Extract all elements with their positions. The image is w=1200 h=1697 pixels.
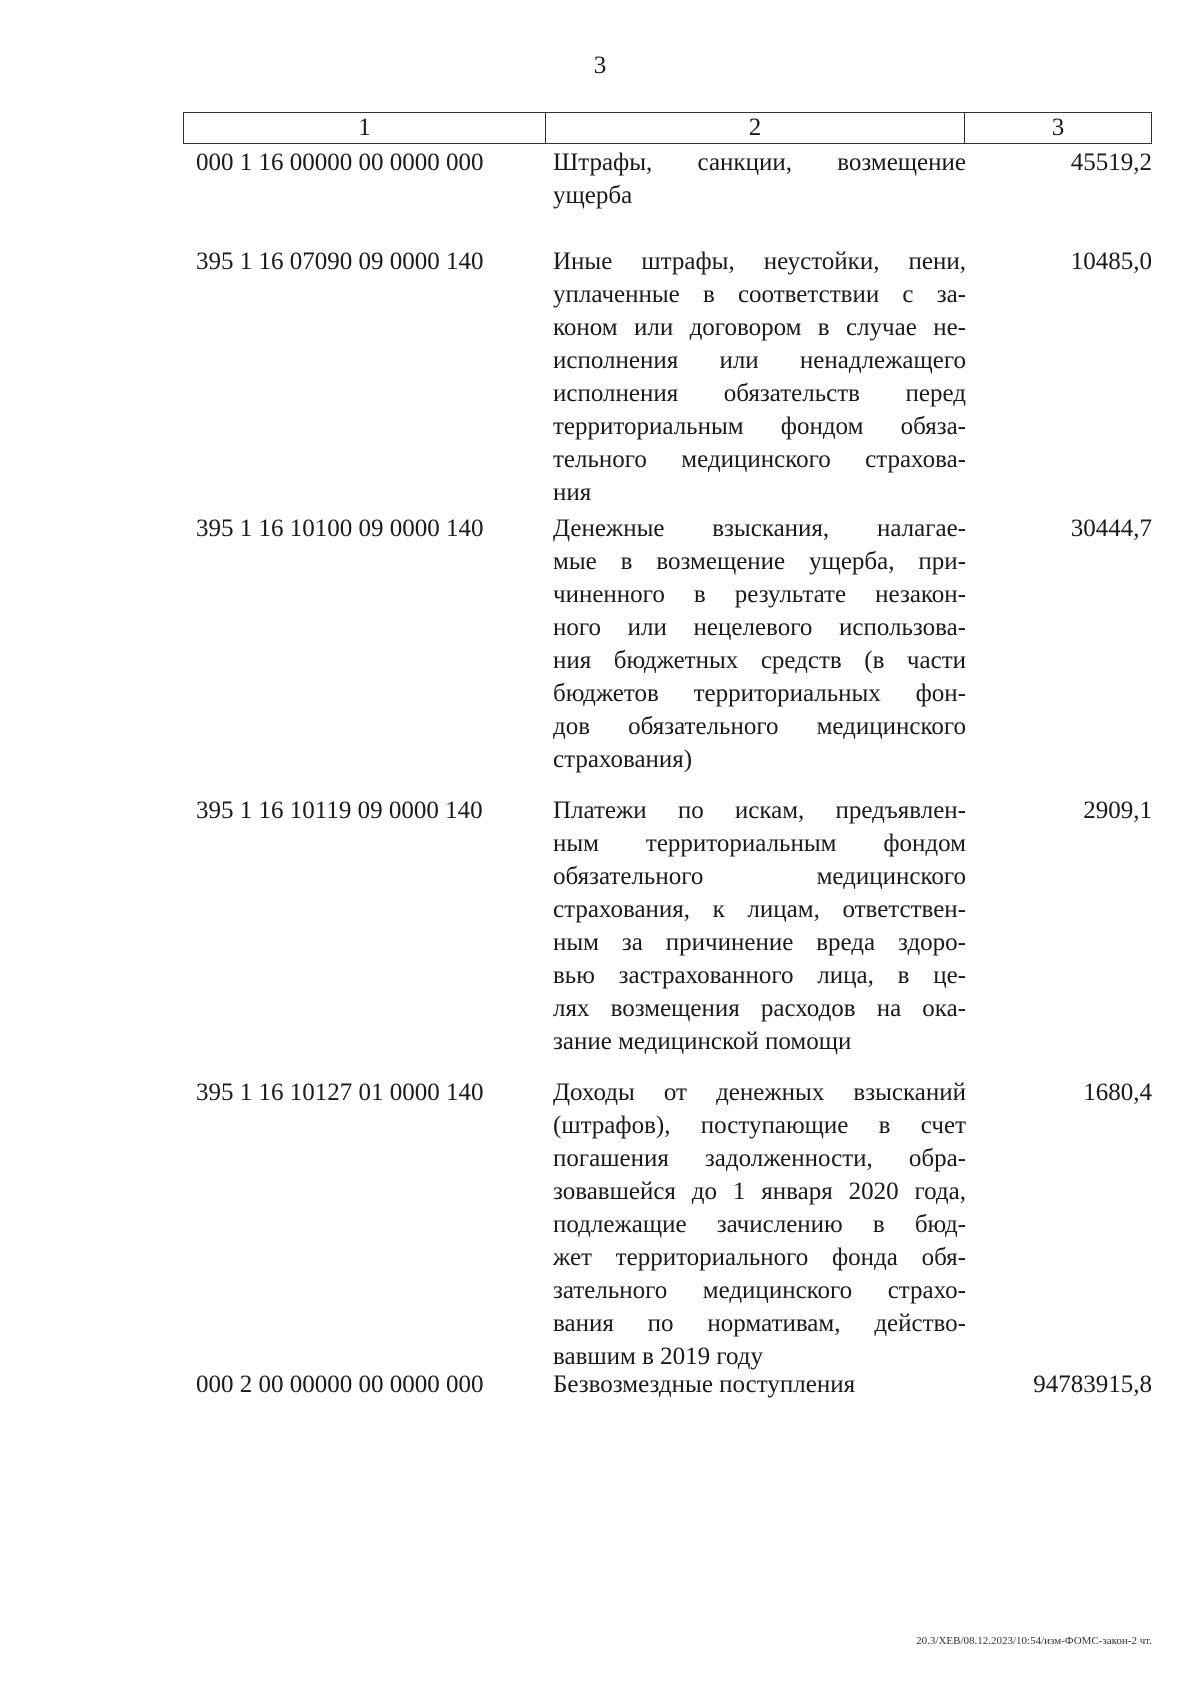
amount-value: 1680,4	[1083, 1079, 1152, 1106]
amount-value: 94783915,8	[1033, 1371, 1152, 1398]
description-line: коном или договором в случае не-	[553, 314, 966, 341]
column-header-2: 2	[546, 113, 965, 143]
description-line: ния бюджетных средств (в части	[553, 647, 966, 674]
description-line: Штрафы, санкции, возмещение	[553, 149, 966, 176]
description-line: ным за причинение вреда здоро-	[553, 929, 966, 956]
description-line: страхования, к лицам, ответствен-	[553, 896, 966, 923]
budget-code: 395 1 16 10119 09 0000 140	[196, 797, 483, 824]
column-header-1: 1	[184, 113, 546, 143]
description-line: чиненного в результате незакон-	[553, 581, 966, 608]
description-line: дов обязательного медицинского	[553, 713, 966, 740]
budget-code: 395 1 16 10100 09 0000 140	[196, 515, 484, 542]
description-line: ния	[553, 479, 592, 506]
description-line: погашения задолженности, обра-	[553, 1145, 966, 1172]
revenue-description	[553, 146, 966, 212]
amount-value: 2909,1	[1083, 797, 1152, 824]
description-line: вавшим в 2019 году	[553, 1343, 764, 1370]
amount-value: 10485,0	[1070, 248, 1152, 275]
description-line: зание медицинской помощи	[553, 1028, 852, 1055]
revenue-description	[553, 1368, 966, 1401]
description-line: Платежи по искам, предъявлен-	[553, 797, 966, 824]
description-line: обязательного медицинского	[553, 863, 966, 890]
description-line: ущерба	[553, 182, 633, 209]
description-line: вью застрахованного лица, в це-	[553, 962, 966, 989]
budget-code: 395 1 16 07090 09 0000 140	[196, 248, 484, 275]
budget-code: 395 1 16 10127 01 0000 140	[196, 1079, 484, 1106]
description-line: мые в возмещение ущерба, при-	[553, 548, 966, 575]
description-line: лях возмещения расходов на ока-	[553, 995, 966, 1022]
description-line: тельного медицинского страхова-	[553, 446, 966, 473]
description-line: уплаченные в соответствии с за-	[553, 281, 966, 308]
description-line: страхования)	[553, 746, 693, 773]
revenue-description	[553, 512, 966, 776]
amount-value: 30444,7	[1070, 515, 1152, 542]
description-line: исполнения или ненадлежащего	[553, 347, 966, 374]
description-line: Безвозмездные поступления	[553, 1371, 856, 1398]
document-stamp: 20.3/ХЕВ/08.12.2023/10:54/изм-ФОМС-закон-2 чт.	[916, 1635, 1152, 1647]
description-line: ного или нецелевого использова-	[553, 614, 966, 641]
description-line: жет территориального фонда обя-	[553, 1244, 966, 1271]
column-header-3: 3	[1051, 114, 1065, 141]
description-line: Денежные взыскания, налагае-	[553, 515, 966, 542]
revenue-description	[553, 245, 966, 509]
table-header	[183, 112, 1152, 144]
description-line: бюджетов территориальных фон-	[553, 680, 966, 707]
page-number: 3	[593, 52, 607, 79]
amount-value: 45519,2	[1070, 149, 1152, 176]
description-line: подлежащие зачислению в бюд-	[553, 1211, 966, 1238]
description-line: исполнения обязательств перед	[553, 380, 966, 407]
budget-code: 000 2 00 00000 00 0000 000	[196, 1371, 484, 1398]
description-line: Иные штрафы, неустойки, пени,	[553, 248, 966, 275]
description-line: зовавшейся до 1 января 2020 года,	[553, 1178, 966, 1205]
description-line: Доходы от денежных взысканий	[553, 1079, 966, 1106]
budget-code: 000 1 16 00000 00 0000 000	[196, 149, 484, 176]
description-line: ным территориальным фондом	[553, 830, 966, 857]
description-line: территориальным фондом обяза-	[553, 413, 966, 440]
description-line: вания по нормативам, действо-	[553, 1310, 966, 1337]
description-line: зательного медицинского страхо-	[553, 1277, 966, 1304]
revenue-description	[553, 794, 966, 1058]
description-line: (штрафов), поступающие в счет	[553, 1112, 966, 1139]
revenue-description	[553, 1076, 966, 1373]
